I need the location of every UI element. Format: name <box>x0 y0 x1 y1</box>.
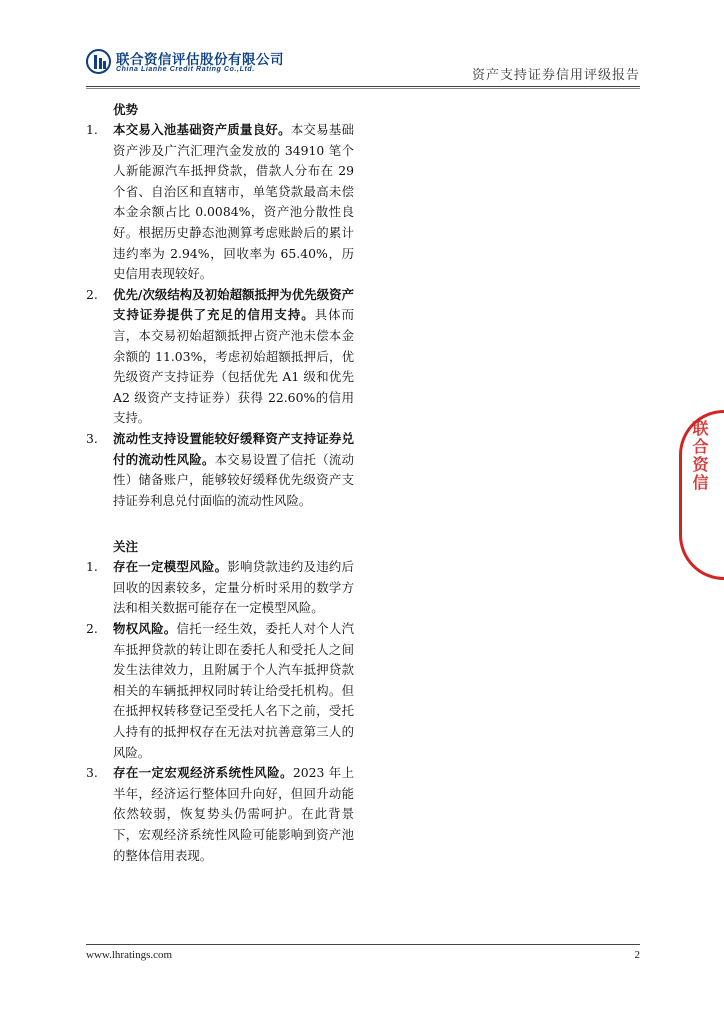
item-number: 2. <box>86 621 98 637</box>
page-header <box>86 47 640 85</box>
item-body: 本交易基础资产涉及广汽汇理汽金发放的 34910 笔个人新能源汽车抵押贷款，借款人分布在 29 个省、自治区和直辖市，单笔贷款最高未偿本金余额占比 0.0084%，资产池分散性良好。根据历史静态池测算考虑账龄后的累计违约率为 2.94%，回收率为 65.40%，历史信用表现较好。 <box>113 122 355 282</box>
company-name-en: China Lianhe Credit Rating Co.,Ltd. <box>116 66 255 73</box>
item-heading: 存在一定模型风险。 <box>113 559 228 575</box>
item-body: 本交易设置了信托（流动性）储备账户，能够较好缓释优先级资产支持证券利息兑付面临的流动性风险。 <box>113 451 355 508</box>
item-heading: 存在一定宏观经济系统性风险。 <box>113 765 293 781</box>
concerns-title: 关注 <box>113 539 139 555</box>
lianhe-logo-icon <box>86 49 111 74</box>
concern-item-3 <box>86 763 354 866</box>
item-number: 3. <box>86 430 98 446</box>
item-body: 影响贷款违约及违约后回收的因素较多，定量分析时采用的数学方法和相关数据可能存在一定模型风险。 <box>113 559 355 616</box>
strength-item-1 <box>86 120 354 285</box>
item-body: 信托一经生效，委托人对个人汽车抵押贷款的转让即在委托人和受托人之间发生法律效力，且附属于个人汽车抵押贷款相关的车辆抵押权同时转让给受托机构。但在抵押权转移登记至受托人名下之前，受托人持有的抵押权存在无法对抗善意第三人的风险。 <box>113 621 355 760</box>
strength-item-2 <box>86 285 354 429</box>
report-type: 资产支持证券信用评级报告 <box>471 68 640 83</box>
header-divider <box>86 86 640 87</box>
concern-item-1 <box>86 557 354 619</box>
item-body: 具体而言，本交易初始超额抵押占资产池未偿本金余额的 11.03%，考虑初始超额抵押后，优先级资产支持证券（包括优先 A1 级和优先 A2 级资产支持证券）获得 22.60%的信用支持。 <box>113 307 355 426</box>
item-heading: 流动性支持设置能较好缓释资产支持证券兑付的流动性风险。 <box>113 430 354 467</box>
item-number: 1. <box>86 122 98 137</box>
item-heading: 物权风险。 <box>113 621 177 637</box>
item-heading: 优先/次级结构及初始超额抵押为优先级资产支持证券提供了充足的信用支持。 <box>113 286 354 323</box>
company-name-cn: 联合资信评估股份有限公司 <box>116 52 284 68</box>
header-divider-thin <box>86 88 640 89</box>
item-heading: 本交易入池基础资产质量良好。 <box>113 122 291 137</box>
page-number: 2 <box>634 949 640 961</box>
strengths-title: 优势 <box>113 102 139 117</box>
footer-divider <box>86 944 640 945</box>
footer-url: www.lhratings.com <box>86 949 173 961</box>
strength-item-3 <box>86 429 354 511</box>
item-number: 3. <box>86 765 98 781</box>
main-content <box>86 100 354 866</box>
item-number: 2. <box>86 286 98 302</box>
seal-text: 联合资信 <box>690 420 709 492</box>
item-number: 1. <box>86 559 98 575</box>
item-body: 2023 年上半年，经济运行整体回升向好，但回升动能依然较弱，恢复势头仍需呵护。在此背景下，宏观经济系统性风险可能影响到资产池的整体信用表现。 <box>113 765 354 863</box>
concern-item-2 <box>86 619 354 763</box>
